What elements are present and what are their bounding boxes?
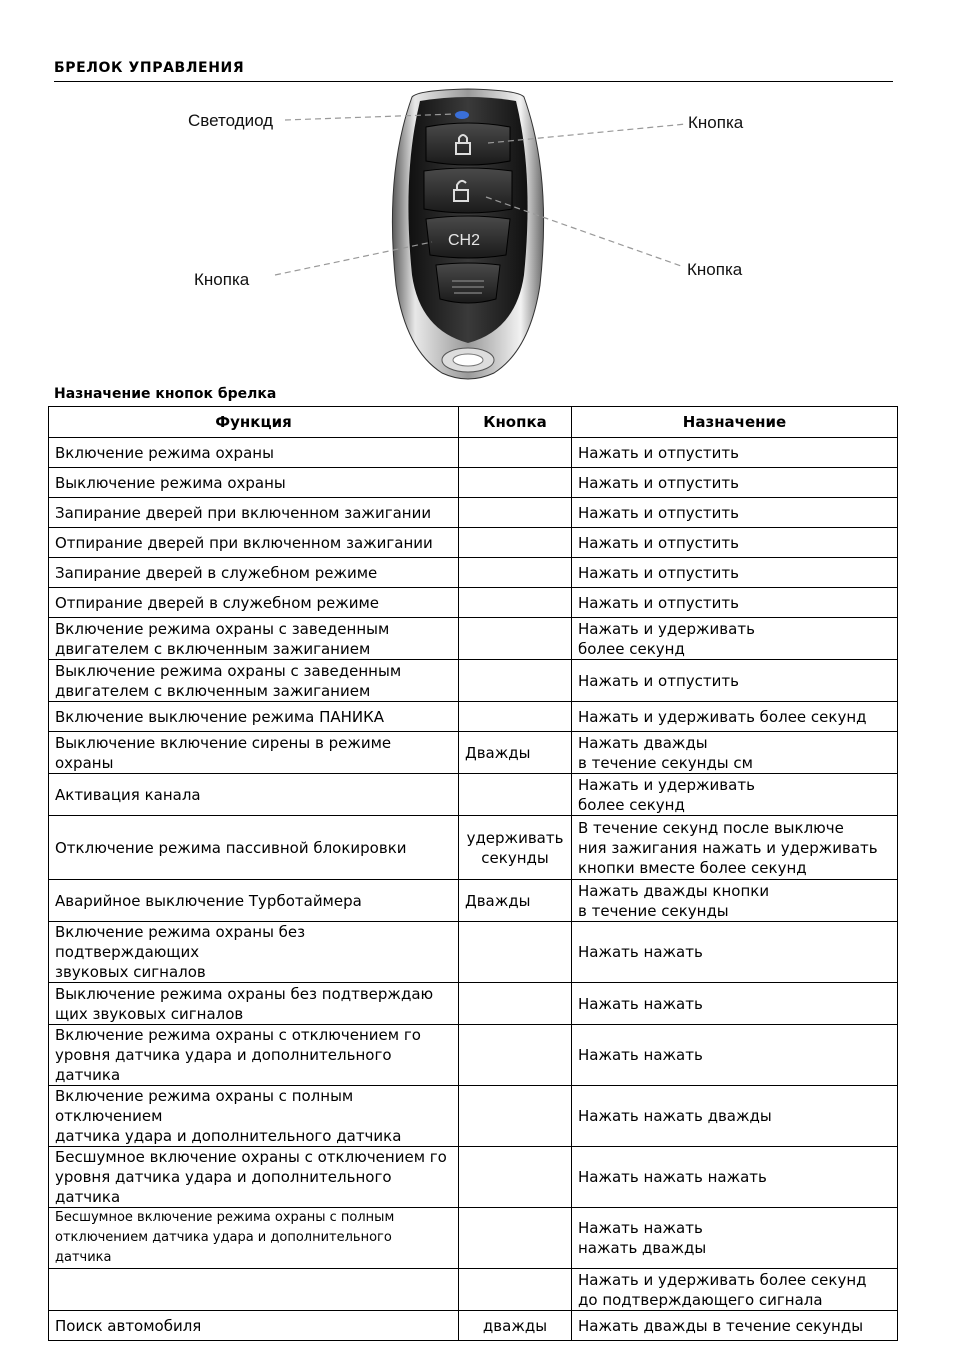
cell-purpose: Нажать дважды кнопки в течение секунды xyxy=(572,880,898,922)
cell-function: Запирание дверей при включенном зажигании xyxy=(49,498,459,528)
cell-purpose: Нажать нажать нажать дважды xyxy=(572,1208,898,1269)
cell-button xyxy=(459,1086,572,1147)
table-row xyxy=(49,498,898,528)
cell-purpose: Нажать и отпустить xyxy=(572,588,898,618)
table-row xyxy=(49,438,898,468)
cell-button: удерживать секунды xyxy=(459,816,572,880)
table-row xyxy=(49,558,898,588)
cell-button xyxy=(459,1025,572,1086)
table-row xyxy=(49,660,898,702)
cell-function: Отпирание дверей в служебном режиме xyxy=(49,588,459,618)
cell-function: Включение выключение режима ПАНИКА xyxy=(49,702,459,732)
table-row xyxy=(49,588,898,618)
table-row xyxy=(49,880,898,922)
cell-purpose: Нажать и удерживать более секунд xyxy=(572,618,898,660)
cell-function: Бесшумное включение режима охраны с полным отключением датчика удара и дополнительного датчика xyxy=(49,1208,459,1269)
cell-purpose: Нажать и удерживать более секунд xyxy=(572,702,898,732)
callout-button-right: Кнопка xyxy=(687,260,743,279)
cell-purpose: Нажать нажать xyxy=(572,1025,898,1086)
cell-purpose: Нажать дважды в течение секунды xyxy=(572,1311,898,1341)
cell-function: Выключение режима охраны без подтверждаю щих звуковых сигналов xyxy=(49,983,459,1025)
table-row xyxy=(49,1311,898,1341)
cell-button xyxy=(459,1208,572,1269)
cell-function: Включение режима охраны без подтверждающих звуковых сигналов xyxy=(49,922,459,983)
table-row xyxy=(49,618,898,660)
cell-function: Выключение режима охраны с заведенным двигателем с включенным зажиганием xyxy=(49,660,459,702)
cell-purpose: Нажать и отпустить xyxy=(572,558,898,588)
header-purpose: Назначение xyxy=(572,407,898,438)
table-row xyxy=(49,732,898,774)
cell-button xyxy=(459,588,572,618)
callout-button-top-right: Кнопка xyxy=(688,113,744,132)
cell-function: Включение режима охраны xyxy=(49,438,459,468)
table-row xyxy=(49,1025,898,1086)
cell-purpose: Нажать и отпустить xyxy=(572,528,898,558)
cell-purpose: Нажать нажать дважды xyxy=(572,1086,898,1147)
header-function: Функция xyxy=(49,407,459,438)
cell-purpose: В течение секунд после выключе ния зажигания нажать и удерживать кнопки вместе более секунд xyxy=(572,816,898,880)
callout-button-left: Кнопка xyxy=(194,270,250,289)
cell-purpose: Нажать нажать xyxy=(572,922,898,983)
cell-button: Дважды xyxy=(459,732,572,774)
cell-function: Активация канала xyxy=(49,774,459,816)
table-caption: Назначение кнопок брелка xyxy=(54,386,277,402)
table-row xyxy=(49,468,898,498)
table-row xyxy=(49,1269,898,1311)
key-fob-figure xyxy=(0,85,954,390)
cell-function xyxy=(49,1269,459,1311)
cell-purpose: Нажать и удерживать более секунд xyxy=(572,774,898,816)
cell-function: Поиск автомобиля xyxy=(49,1311,459,1341)
cell-button xyxy=(459,1147,572,1208)
cell-button xyxy=(459,618,572,660)
cell-purpose: Нажать и отпустить xyxy=(572,438,898,468)
cell-purpose: Нажать и отпустить xyxy=(572,660,898,702)
table-row xyxy=(49,702,898,732)
cell-purpose: Нажать и отпустить xyxy=(572,498,898,528)
cell-button xyxy=(459,702,572,732)
cell-button xyxy=(459,498,572,528)
callout-led: Светодиод xyxy=(188,111,274,130)
key-fob-illustration xyxy=(0,85,954,390)
cell-purpose: Нажать нажать xyxy=(572,983,898,1025)
cell-button xyxy=(459,438,572,468)
table-row xyxy=(49,774,898,816)
cell-button xyxy=(459,774,572,816)
cell-function: Бесшумное включение охраны с отключением го уровня датчика удара и дополнительного датчика xyxy=(49,1147,459,1208)
table-row xyxy=(49,528,898,558)
table-header-row xyxy=(49,407,898,438)
cell-purpose: Нажать дважды в течение секунды см xyxy=(572,732,898,774)
cell-function: Включение режима охраны с полным отключением датчика удара и дополнительного датчика xyxy=(49,1086,459,1147)
cell-button xyxy=(459,983,572,1025)
header-button: Кнопка xyxy=(459,407,572,438)
ch2-label: CH2 xyxy=(447,232,481,249)
cell-purpose: Нажать и отпустить xyxy=(572,468,898,498)
cell-purpose: Нажать и удерживать более секунд до подтверждающего сигнала xyxy=(572,1269,898,1311)
cell-button xyxy=(459,922,572,983)
cell-button: Дважды xyxy=(459,880,572,922)
cell-button: дважды xyxy=(459,1311,572,1341)
cell-button xyxy=(459,660,572,702)
cell-function: Аварийное выключение Турботаймера xyxy=(49,880,459,922)
table-row xyxy=(49,922,898,983)
table-row xyxy=(49,1208,898,1269)
table-row xyxy=(49,1147,898,1208)
table-row xyxy=(49,816,898,880)
cell-button xyxy=(459,528,572,558)
cell-function: Запирание дверей в служебном режиме xyxy=(49,558,459,588)
cell-purpose: Нажать нажать нажать xyxy=(572,1147,898,1208)
cell-button xyxy=(459,468,572,498)
table-row xyxy=(49,1086,898,1147)
cell-function: Выключение включение сирены в режиме охраны xyxy=(49,732,459,774)
section-title: БРЕЛОК УПРАВЛЕНИЯ xyxy=(54,60,245,76)
title-divider xyxy=(54,81,893,82)
button-functions-table xyxy=(48,406,898,1341)
cell-button xyxy=(459,558,572,588)
cell-function: Отпирание дверей при включенном зажигании xyxy=(49,528,459,558)
cell-function: Выключение режима охраны xyxy=(49,468,459,498)
cell-function: Включение режима охраны с отключением го уровня датчика удара и дополнительного датчика xyxy=(49,1025,459,1086)
cell-function: Отключение режима пассивной блокировки xyxy=(49,816,459,880)
cell-function: Включение режима охраны с заведенным двигателем с включенным зажиганием xyxy=(49,618,459,660)
cell-button xyxy=(459,1269,572,1311)
table-row xyxy=(49,983,898,1025)
